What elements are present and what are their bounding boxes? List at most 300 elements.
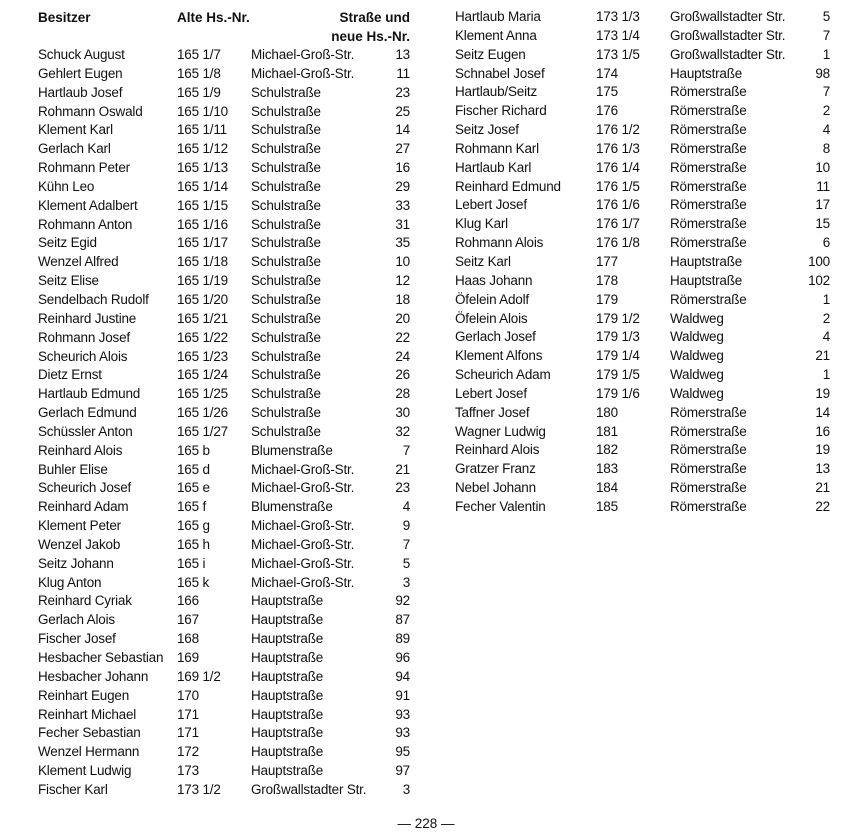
street-cell: Waldweg bbox=[670, 329, 724, 345]
owner-cell: Wenzel Jakob bbox=[38, 536, 121, 552]
street-cell: Großwallstadter Str. bbox=[670, 46, 786, 62]
table-row bbox=[38, 404, 410, 423]
new-number-cell: 15 bbox=[815, 216, 830, 232]
new-number-cell: 11 bbox=[816, 178, 830, 194]
old-number-cell: 175 bbox=[596, 84, 618, 100]
new-number-cell: 6 bbox=[822, 235, 830, 251]
owner-cell: Gerlach Edmund bbox=[38, 405, 137, 421]
old-number-cell: 165 1/12 bbox=[177, 141, 228, 157]
street-cell: Schulstraße bbox=[251, 291, 321, 307]
owner-cell: Kühn Leo bbox=[38, 178, 95, 194]
table-row bbox=[38, 423, 410, 442]
old-number-cell: 165 1/10 bbox=[177, 103, 228, 119]
left-column bbox=[38, 8, 410, 800]
table-row bbox=[38, 385, 410, 404]
table-row bbox=[38, 197, 410, 216]
table-row bbox=[38, 159, 410, 178]
table-row bbox=[455, 253, 830, 272]
new-number-cell: 93 bbox=[395, 725, 410, 741]
owner-cell: Rohmann Anton bbox=[38, 216, 133, 232]
owner-cell: Hartlaub Josef bbox=[38, 84, 123, 100]
old-number-cell: 165 1/11 bbox=[177, 122, 227, 138]
street-cell: Michael-Groß-Str. bbox=[251, 518, 355, 534]
table-row bbox=[38, 687, 410, 706]
old-number-cell: 179 1/5 bbox=[596, 367, 640, 383]
old-number-cell: 173 1/4 bbox=[596, 27, 640, 43]
owner-cell: Lebert Josef bbox=[455, 197, 527, 213]
street-cell: Michael-Groß-Str. bbox=[251, 480, 355, 496]
owner-cell: Nebel Johann bbox=[455, 480, 536, 496]
owner-cell: Hartlaub Edmund bbox=[38, 386, 141, 402]
table-row bbox=[455, 404, 830, 423]
street-cell: Hauptstraße bbox=[251, 763, 324, 779]
street-cell: Hauptstraße bbox=[251, 744, 324, 760]
street-cell: Schulstraße bbox=[251, 160, 321, 176]
old-number-cell: 165 h bbox=[177, 536, 210, 552]
owner-cell: Öfelein Adolf bbox=[455, 291, 529, 307]
new-number-cell: 33 bbox=[395, 197, 410, 213]
new-number-cell: 28 bbox=[395, 386, 410, 402]
street-cell: Waldweg bbox=[670, 348, 724, 364]
old-number-cell: 183 bbox=[596, 461, 618, 477]
owner-cell: Rohmann Oswald bbox=[38, 103, 143, 119]
new-number-cell: 17 bbox=[815, 197, 830, 213]
table-row bbox=[38, 178, 410, 197]
old-number-cell: 165 1/22 bbox=[177, 329, 228, 345]
table-row bbox=[38, 272, 410, 291]
table-row bbox=[38, 348, 410, 367]
new-number-cell: 7 bbox=[402, 536, 410, 552]
table-row bbox=[455, 27, 830, 46]
street-cell: Römerstraße bbox=[670, 197, 747, 213]
old-number-cell: 184 bbox=[596, 480, 618, 496]
owner-cell: Klement Peter bbox=[38, 518, 121, 534]
right-column bbox=[455, 8, 830, 517]
table-row bbox=[38, 517, 410, 536]
owner-cell: Hesbacher Sebastian bbox=[38, 650, 164, 665]
new-number-cell: 14 bbox=[395, 122, 410, 138]
street-cell: Schulstraße bbox=[251, 84, 321, 100]
table-row bbox=[455, 159, 830, 178]
new-number-cell: 95 bbox=[395, 744, 410, 760]
table-row bbox=[455, 8, 830, 27]
owner-cell: Klement Karl bbox=[38, 122, 113, 138]
owner-cell: Reinhard Edmund bbox=[455, 178, 561, 194]
owner-cell: Klement Ludwig bbox=[38, 763, 132, 779]
old-number-cell: 176 1/5 bbox=[596, 178, 640, 194]
street-cell: Hauptstraße bbox=[251, 687, 324, 703]
table-row bbox=[38, 291, 410, 310]
new-number-cell: 16 bbox=[815, 423, 830, 439]
street-cell: Römerstraße bbox=[670, 84, 747, 100]
table-row bbox=[38, 649, 410, 668]
new-number-cell: 7 bbox=[822, 27, 830, 43]
old-number-cell: 173 1/5 bbox=[596, 46, 640, 62]
owner-cell: Sendelbach Rudolf bbox=[38, 291, 149, 307]
new-number-cell: 14 bbox=[815, 404, 830, 420]
street-cell: Römerstraße bbox=[670, 461, 747, 477]
old-number-cell: 165 k bbox=[177, 574, 210, 590]
new-number-cell: 30 bbox=[395, 405, 410, 421]
street-cell: Michael-Groß-Str. bbox=[251, 555, 355, 571]
owner-cell: Klug Anton bbox=[38, 574, 102, 590]
new-number-cell: 5 bbox=[822, 9, 830, 24]
table-row bbox=[38, 611, 410, 630]
owner-cell: Reinhard Alois bbox=[455, 442, 540, 458]
table-row bbox=[38, 234, 410, 253]
old-number-cell: 165 1/7 bbox=[177, 47, 221, 62]
old-number-cell: 182 bbox=[596, 442, 618, 458]
owner-cell: Buhler Elise bbox=[38, 461, 108, 477]
owner-cell: Taffner Josef bbox=[455, 404, 530, 420]
old-number-cell: 165 1/26 bbox=[177, 405, 228, 421]
street-cell: Michael-Groß-Str. bbox=[251, 574, 355, 590]
street-cell: Hauptstraße bbox=[251, 706, 324, 722]
table-row bbox=[38, 574, 410, 593]
old-number-cell: 165 e bbox=[177, 480, 210, 496]
new-number-cell: 23 bbox=[395, 84, 410, 100]
old-number-cell: 176 1/6 bbox=[596, 197, 640, 213]
owner-cell: Hartlaub Karl bbox=[455, 159, 532, 175]
old-number-cell: 169 1/2 bbox=[177, 668, 221, 684]
street-cell: Schulstraße bbox=[251, 273, 321, 289]
owner-cell: Rohmann Josef bbox=[38, 329, 130, 345]
street-cell: Schulstraße bbox=[251, 178, 321, 194]
old-number-cell: 165 i bbox=[177, 555, 206, 571]
street-cell: Römerstraße bbox=[670, 178, 747, 194]
new-number-cell: 22 bbox=[815, 498, 830, 514]
old-number-cell: 165 d bbox=[177, 461, 210, 477]
street-cell: Römerstraße bbox=[670, 159, 747, 175]
table-row bbox=[38, 555, 410, 574]
owner-cell: Schnabel Josef bbox=[455, 65, 545, 81]
new-number-cell: 29 bbox=[395, 178, 410, 194]
owner-cell: Scheurich Alois bbox=[38, 348, 128, 364]
old-number-cell: 179 1/4 bbox=[596, 348, 640, 364]
owner-cell: Scheurich Josef bbox=[38, 480, 132, 496]
street-cell: Hauptstraße bbox=[251, 650, 324, 665]
old-number-cell: 173 bbox=[177, 763, 199, 779]
new-number-cell: 11 bbox=[396, 65, 410, 81]
table-row bbox=[38, 498, 410, 517]
street-cell: Hauptstraße bbox=[251, 612, 324, 628]
owner-cell: Gerlach Alois bbox=[38, 612, 115, 628]
street-cell: Schulstraße bbox=[251, 216, 321, 232]
owner-cell: Wenzel Hermann bbox=[38, 744, 140, 760]
left-column-header bbox=[38, 8, 410, 46]
street-cell: Schulstraße bbox=[251, 122, 321, 138]
street-cell: Michael-Groß-Str. bbox=[251, 65, 355, 81]
old-number-cell: 185 bbox=[596, 498, 618, 514]
new-number-cell: 12 bbox=[395, 273, 410, 289]
owner-cell: Lebert Josef bbox=[455, 385, 527, 401]
owner-cell: Rohmann Karl bbox=[455, 140, 539, 156]
owner-cell: Rohmann Alois bbox=[455, 235, 544, 251]
new-number-cell: 19 bbox=[815, 385, 830, 401]
old-number-cell: 179 1/3 bbox=[596, 329, 640, 345]
street-cell: Schulstraße bbox=[251, 423, 321, 439]
old-number-cell: 165 1/16 bbox=[177, 216, 228, 232]
old-number-cell: 165 g bbox=[177, 518, 210, 534]
old-number-cell: 176 1/8 bbox=[596, 235, 640, 251]
old-number-cell: 168 bbox=[177, 631, 199, 647]
new-number-cell: 91 bbox=[395, 687, 410, 703]
street-cell: Römerstraße bbox=[670, 103, 747, 119]
new-number-cell: 5 bbox=[402, 555, 410, 571]
header-old-number: Alte Hs.-Nr. bbox=[177, 10, 250, 25]
new-number-cell: 10 bbox=[395, 254, 410, 270]
old-number-cell: 165 b bbox=[177, 442, 210, 458]
table-row bbox=[455, 83, 830, 102]
street-cell: Hauptstraße bbox=[251, 725, 324, 741]
new-number-cell: 1 bbox=[822, 367, 830, 383]
table-row bbox=[455, 441, 830, 460]
header-owner: Besitzer bbox=[38, 10, 91, 25]
table-row bbox=[38, 46, 410, 65]
old-number-cell: 178 bbox=[596, 272, 618, 288]
owner-cell: Reinhard Alois bbox=[38, 442, 123, 458]
table-row bbox=[38, 121, 410, 140]
table-row bbox=[38, 329, 410, 348]
table-row bbox=[38, 668, 410, 687]
old-number-cell: 165 1/15 bbox=[177, 197, 228, 213]
table-row bbox=[38, 140, 410, 159]
table-row bbox=[38, 84, 410, 103]
street-cell: Schulstraße bbox=[251, 103, 321, 119]
table-row bbox=[455, 234, 830, 253]
old-number-cell: 165 1/13 bbox=[177, 160, 228, 176]
new-number-cell: 18 bbox=[395, 291, 410, 307]
old-number-cell: 181 bbox=[596, 423, 618, 439]
street-cell: Schulstraße bbox=[251, 348, 321, 364]
owner-cell: Wenzel Alfred bbox=[38, 254, 119, 270]
old-number-cell: 165 1/8 bbox=[177, 65, 221, 81]
street-cell: Römerstraße bbox=[670, 423, 747, 439]
table-row bbox=[38, 592, 410, 611]
new-number-cell: 24 bbox=[395, 348, 410, 364]
street-cell: Römerstraße bbox=[670, 122, 747, 138]
left-owner-list bbox=[38, 46, 410, 800]
owner-cell: Gerlach Karl bbox=[38, 141, 111, 157]
old-number-cell: 176 bbox=[596, 103, 618, 119]
new-number-cell: 21 bbox=[815, 480, 830, 496]
old-number-cell: 173 1/3 bbox=[596, 9, 640, 24]
old-number-cell: 179 bbox=[596, 291, 618, 307]
street-cell: Blumenstraße bbox=[251, 499, 333, 515]
new-number-cell: 4 bbox=[822, 122, 830, 138]
street-cell: Schulstraße bbox=[251, 386, 321, 402]
old-number-cell: 176 1/4 bbox=[596, 159, 640, 175]
new-number-cell: 97 bbox=[395, 763, 410, 779]
street-cell: Römerstraße bbox=[670, 140, 747, 156]
owner-cell: Reinhard Adam bbox=[38, 499, 129, 515]
owner-cell: Gehlert Eugen bbox=[38, 65, 123, 81]
owner-cell: Reinhart Eugen bbox=[38, 687, 130, 703]
old-number-cell: 167 bbox=[177, 612, 199, 628]
new-number-cell: 35 bbox=[395, 235, 410, 251]
owner-cell: Fecher Sebastian bbox=[38, 725, 141, 741]
old-number-cell: 170 bbox=[177, 687, 199, 703]
street-cell: Hauptstraße bbox=[670, 253, 743, 269]
street-cell: Schulstraße bbox=[251, 310, 321, 326]
street-cell: Römerstraße bbox=[670, 235, 747, 251]
old-number-cell: 173 1/2 bbox=[177, 781, 221, 797]
street-cell: Hauptstraße bbox=[251, 668, 324, 684]
old-number-cell: 165 1/23 bbox=[177, 348, 228, 364]
new-number-cell: 98 bbox=[815, 65, 830, 81]
old-number-cell: 176 1/3 bbox=[596, 140, 640, 156]
table-row bbox=[455, 65, 830, 84]
header-street-line1: Straße und bbox=[339, 10, 410, 25]
old-number-cell: 165 1/25 bbox=[177, 386, 228, 402]
table-row bbox=[455, 479, 830, 498]
new-number-cell: 102 bbox=[808, 272, 830, 288]
street-cell: Hauptstraße bbox=[670, 65, 743, 81]
street-cell: Großwallstadter Str. bbox=[251, 781, 367, 797]
table-row bbox=[455, 121, 830, 140]
table-row bbox=[455, 196, 830, 215]
new-number-cell: 7 bbox=[822, 84, 830, 100]
new-number-cell: 89 bbox=[395, 631, 410, 647]
new-number-cell: 3 bbox=[402, 781, 410, 797]
old-number-cell: 165 1/21 bbox=[177, 310, 228, 326]
owner-cell: Haas Johann bbox=[455, 272, 533, 288]
old-number-cell: 171 bbox=[177, 706, 199, 722]
old-number-cell: 165 1/14 bbox=[177, 178, 228, 194]
old-number-cell: 171 bbox=[177, 725, 199, 741]
new-number-cell: 8 bbox=[822, 140, 830, 156]
new-number-cell: 23 bbox=[395, 480, 410, 496]
table-row bbox=[455, 46, 830, 65]
table-row bbox=[38, 310, 410, 329]
table-row bbox=[455, 272, 830, 291]
street-cell: Römerstraße bbox=[670, 291, 747, 307]
owner-cell: Wagner Ludwig bbox=[455, 423, 546, 439]
street-cell: Römerstraße bbox=[670, 404, 747, 420]
owner-cell: Rohmann Peter bbox=[38, 160, 130, 176]
old-number-cell: 169 bbox=[177, 650, 199, 665]
new-number-cell: 32 bbox=[395, 423, 410, 439]
owner-cell: Reinhard Cyriak bbox=[38, 593, 132, 609]
street-cell: Blumenstraße bbox=[251, 442, 333, 458]
new-number-cell: 93 bbox=[395, 706, 410, 722]
owner-cell: Klement Anna bbox=[455, 27, 537, 43]
page-number: — 228 — bbox=[397, 816, 455, 831]
new-number-cell: 26 bbox=[395, 367, 410, 383]
owner-cell: Seitz Karl bbox=[455, 253, 511, 269]
new-number-cell: 100 bbox=[808, 253, 830, 269]
new-number-cell: 22 bbox=[395, 329, 410, 345]
new-number-cell: 21 bbox=[395, 461, 410, 477]
owner-cell: Seitz Josef bbox=[455, 122, 519, 138]
owner-cell: Seitz Eugen bbox=[455, 46, 526, 62]
table-row bbox=[38, 762, 410, 781]
street-cell: Römerstraße bbox=[670, 480, 747, 496]
table-row bbox=[455, 291, 830, 310]
old-number-cell: 165 1/27 bbox=[177, 423, 228, 439]
table-row bbox=[455, 385, 830, 404]
old-number-cell: 165 1/18 bbox=[177, 254, 228, 270]
old-number-cell: 176 1/2 bbox=[596, 122, 640, 138]
street-cell: Römerstraße bbox=[670, 216, 747, 232]
owner-cell: Reinhard Justine bbox=[38, 310, 137, 326]
new-number-cell: 19 bbox=[815, 442, 830, 458]
old-number-cell: 165 1/17 bbox=[177, 235, 228, 251]
new-number-cell: 92 bbox=[395, 593, 410, 609]
new-number-cell: 27 bbox=[395, 141, 410, 157]
owner-cell: Schüssler Anton bbox=[38, 423, 133, 439]
owner-cell: Seitz Elise bbox=[38, 273, 99, 289]
table-row bbox=[455, 423, 830, 442]
table-row bbox=[455, 498, 830, 517]
owner-cell: Klug Karl bbox=[455, 216, 508, 232]
table-row bbox=[455, 140, 830, 159]
right-owner-list bbox=[455, 8, 830, 517]
old-number-cell: 176 1/7 bbox=[596, 216, 640, 232]
street-cell: Michael-Groß-Str. bbox=[251, 47, 355, 62]
street-cell: Großwallstadter Str. bbox=[670, 9, 786, 24]
owner-cell: Fischer Richard bbox=[455, 103, 547, 119]
table-row bbox=[38, 366, 410, 385]
table-row bbox=[455, 460, 830, 479]
owner-cell: Schuck August bbox=[38, 47, 125, 62]
owner-cell: Gerlach Josef bbox=[455, 329, 536, 345]
new-number-cell: 96 bbox=[395, 650, 410, 665]
street-cell: Hauptstraße bbox=[251, 593, 324, 609]
old-number-cell: 177 bbox=[596, 253, 618, 269]
street-cell: Schulstraße bbox=[251, 197, 321, 213]
new-number-cell: 1 bbox=[822, 291, 830, 307]
table-row bbox=[38, 630, 410, 649]
new-number-cell: 10 bbox=[815, 159, 830, 175]
owner-cell: Hartlaub Maria bbox=[455, 9, 541, 24]
new-number-cell: 94 bbox=[395, 668, 410, 684]
new-number-cell: 3 bbox=[402, 574, 410, 590]
new-number-cell: 21 bbox=[815, 348, 830, 364]
new-number-cell: 13 bbox=[395, 47, 410, 62]
table-row bbox=[38, 743, 410, 762]
street-cell: Waldweg bbox=[670, 385, 724, 401]
old-number-cell: 166 bbox=[177, 593, 199, 609]
owner-cell: Seitz Egid bbox=[38, 235, 97, 251]
street-cell: Schulstraße bbox=[251, 254, 321, 270]
table-row bbox=[455, 310, 830, 329]
header-street-line2: neue Hs.-Nr. bbox=[331, 29, 410, 44]
owner-cell: Hartlaub/Seitz bbox=[455, 84, 537, 100]
table-row bbox=[38, 103, 410, 122]
table-row bbox=[38, 216, 410, 235]
old-number-cell: 179 1/2 bbox=[596, 310, 640, 326]
street-cell: Hauptstraße bbox=[251, 631, 324, 647]
owner-cell: Scheurich Adam bbox=[455, 367, 551, 383]
owner-cell: Klement Adalbert bbox=[38, 197, 138, 213]
table-row bbox=[455, 215, 830, 234]
new-number-cell: 87 bbox=[395, 612, 410, 628]
street-cell: Hauptstraße bbox=[670, 272, 743, 288]
street-cell: Michael-Groß-Str. bbox=[251, 536, 355, 552]
owner-cell: Öfelein Alois bbox=[455, 310, 528, 326]
owner-cell: Klement Alfons bbox=[455, 348, 543, 364]
new-number-cell: 1 bbox=[822, 46, 830, 62]
table-row bbox=[38, 724, 410, 743]
old-number-cell: 165 f bbox=[177, 499, 207, 515]
old-number-cell: 165 1/9 bbox=[177, 84, 221, 100]
old-number-cell: 165 1/19 bbox=[177, 273, 228, 289]
street-cell: Waldweg bbox=[670, 310, 724, 326]
owner-cell: Reinhart Michael bbox=[38, 706, 137, 722]
table-row bbox=[455, 328, 830, 347]
header-street bbox=[331, 8, 410, 46]
